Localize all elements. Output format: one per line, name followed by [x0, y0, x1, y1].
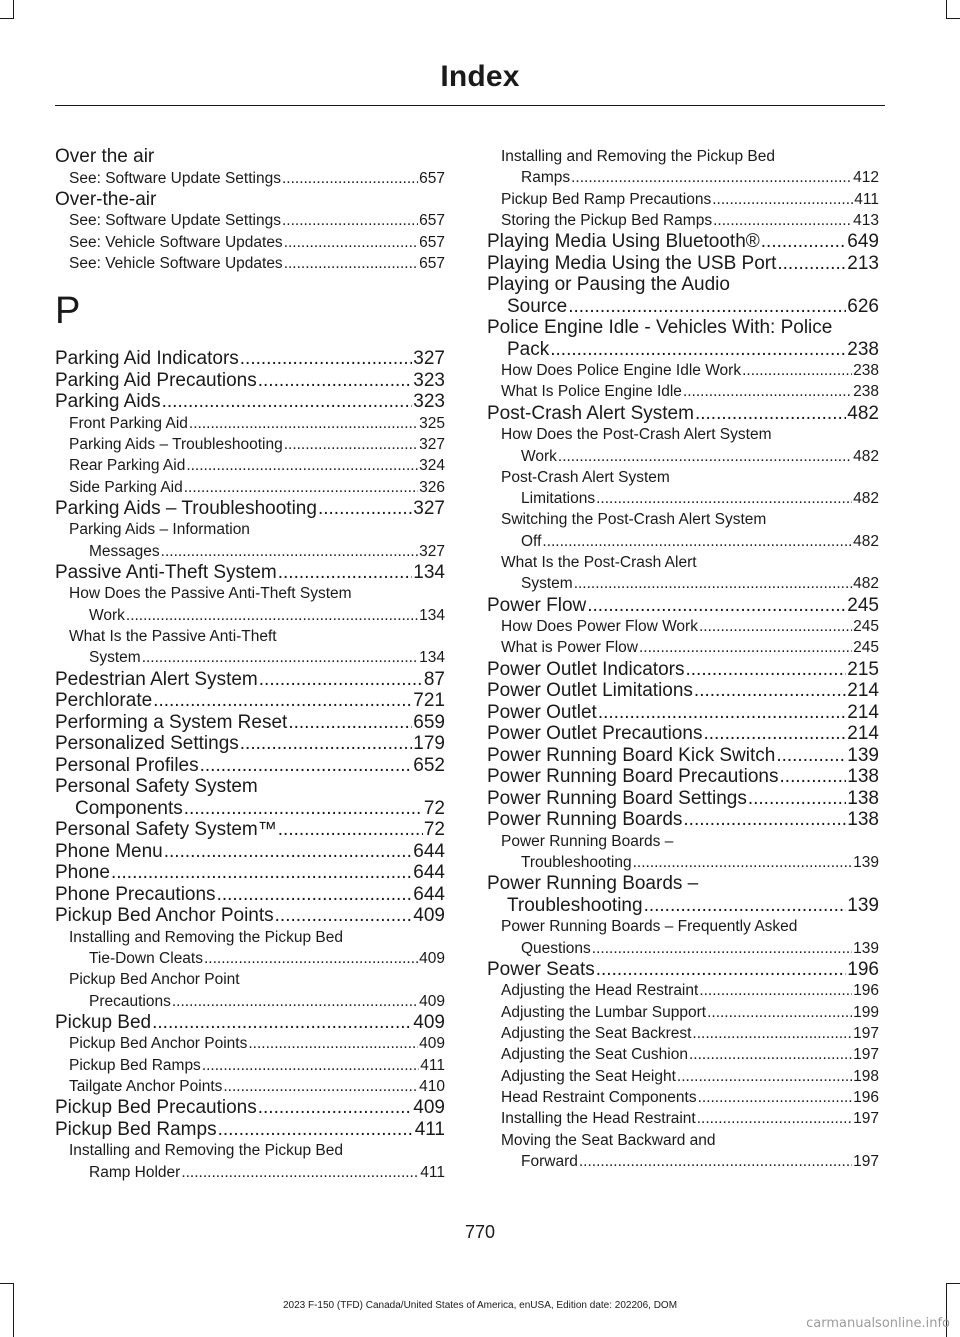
index-entry[interactable]: Power Running Board Precautions ..... 138 [487, 766, 879, 788]
index-entry[interactable]: Pickup Bed ..... 409 [55, 1012, 445, 1034]
index-entry[interactable]: Playing Media Using Bluetooth® ..... 649 [487, 231, 879, 253]
index-subentry[interactable]: Moving the Seat Backward and Forward ..... 197 [487, 1130, 879, 1173]
index-subentry[interactable]: See: Software Update Settings ..... 657 [55, 210, 445, 231]
index-entry[interactable]: Parking Aids ..... 323 [55, 391, 445, 413]
index-entry[interactable]: Performing a System Reset ..... 659 [55, 712, 445, 734]
header-divider [55, 105, 885, 106]
index-entry[interactable]: Playing Media Using the USB Port ..... 213 [487, 253, 879, 275]
index-subentry[interactable]: Storing the Pickup Bed Ramps ..... 413 [487, 210, 879, 231]
index-subentry[interactable]: Power Running Boards – Troubleshooting ..... 139 [487, 831, 879, 874]
index-entry[interactable]: Power Running Boards – Troubleshooting ..... 139 [487, 873, 879, 916]
index-entry[interactable]: Perchlorate ..... 721 [55, 690, 445, 712]
index-subentry[interactable]: Pickup Bed Ramps ..... 411 [55, 1055, 445, 1076]
index-entry[interactable]: Parking Aid Indicators ..... 327 [55, 348, 445, 370]
index-subentry[interactable]: What Is the Post-Crash Alert System ..... 482 [487, 552, 879, 595]
index-entry[interactable]: Power Flow ..... 245 [487, 595, 879, 617]
index-entry[interactable]: Over the air [55, 146, 155, 167]
index-subentry[interactable]: How Does the Post-Crash Alert System Work ..... 482 [487, 424, 879, 467]
index-subentry[interactable]: What Is Police Engine Idle ..... 238 [487, 381, 879, 402]
index-subentry[interactable]: Parking Aids – Troubleshooting ..... 327 [55, 434, 445, 455]
index-entry[interactable]: Power Outlet Limitations ..... 214 [487, 680, 879, 702]
index-entry[interactable]: Passive Anti-Theft System ..... 134 [55, 562, 445, 584]
page-title: Index [440, 60, 520, 93]
crop-mark [0, 1283, 14, 1284]
watermark: carmanualsonline.info [806, 1316, 950, 1331]
index-subentry[interactable]: Parking Aids – Information Messages ..... 327 [55, 519, 445, 562]
index-entry[interactable]: Parking Aids – Troubleshooting ..... 327 [55, 498, 445, 520]
crop-mark [0, 18, 14, 19]
index-entry[interactable]: Power Running Board Settings ..... 138 [487, 788, 879, 810]
index-subentry[interactable]: Front Parking Aid ..... 325 [55, 413, 445, 434]
index-entry[interactable]: Power Outlet ..... 214 [487, 702, 879, 724]
index-subentry[interactable]: Adjusting the Seat Backrest ..... 197 [487, 1023, 879, 1044]
index-entry[interactable]: Pickup Bed Ramps ..... 411 [55, 1119, 445, 1141]
crop-mark [946, 0, 947, 18]
index-entry[interactable]: Parking Aid Precautions ..... 323 [55, 370, 445, 392]
index-entry[interactable]: Pickup Bed Anchor Points ..... 409 [55, 905, 445, 927]
index-entry[interactable]: Power Running Board Kick Switch ..... 139 [487, 745, 879, 767]
index-entry[interactable]: Police Engine Idle - Vehicles With: Police Pack ..... 238 [487, 317, 879, 360]
index-subentry[interactable]: Pickup Bed Anchor Point Precautions ..... 409 [55, 969, 445, 1012]
crop-mark [946, 18, 960, 19]
index-entry[interactable]: Power Outlet Indicators ..... 215 [487, 659, 879, 681]
index-entry[interactable]: Pickup Bed Precautions ..... 409 [55, 1097, 445, 1119]
index-subentry[interactable]: See: Vehicle Software Updates ..... 657 [55, 232, 445, 253]
index-entry[interactable]: Power Outlet Precautions ..... 214 [487, 723, 879, 745]
index-entry[interactable]: Phone Precautions ..... 644 [55, 884, 445, 906]
index-entry[interactable]: Personalized Settings ..... 179 [55, 733, 445, 755]
index-subentry[interactable]: What is Power Flow ..... 245 [487, 637, 879, 658]
crop-mark [13, 0, 14, 18]
index-subentry[interactable]: Adjusting the Seat Height ..... 198 [487, 1066, 879, 1087]
index-entry[interactable]: Phone Menu ..... 644 [55, 841, 445, 863]
index-subentry[interactable]: Pickup Bed Anchor Points ..... 409 [55, 1033, 445, 1054]
index-subentry[interactable]: Side Parking Aid ..... 326 [55, 477, 445, 498]
index-subentry[interactable]: Installing and Removing the Pickup Bed Ramps ..... 412 [487, 146, 879, 189]
index-column-right [487, 146, 879, 1172]
index-entry[interactable]: Pedestrian Alert System ..... 87 [55, 669, 445, 691]
index-subentry[interactable]: Installing and Removing the Pickup Bed Ramp Holder ..... 411 [55, 1140, 445, 1183]
index-subentry[interactable]: Pickup Bed Ramp Precautions ..... 411 [487, 189, 879, 210]
index-entry[interactable]: Power Seats ..... 196 [487, 959, 879, 981]
index-subentry[interactable]: Adjusting the Seat Cushion ..... 197 [487, 1044, 879, 1065]
index-entry[interactable]: Personal Safety System Components ..... 72 [55, 776, 445, 819]
index-letter-heading: P [55, 290, 81, 333]
index-subentry[interactable]: Switching the Post-Crash Alert System Off ..... 482 [487, 509, 879, 552]
index-entry[interactable]: Playing or Pausing the Audio Source ..... 626 [487, 274, 879, 317]
index-subentry[interactable]: How Does the Passive Anti-Theft System Work ..... 134 [55, 583, 445, 626]
index-subentry[interactable]: Adjusting the Lumbar Support ..... 199 [487, 1002, 879, 1023]
crop-mark [946, 1283, 960, 1284]
index-subentry[interactable]: How Does Police Engine Idle Work ..... 238 [487, 360, 879, 381]
index-subentry[interactable]: What Is the Passive Anti-Theft System ..... 134 [55, 626, 445, 669]
index-entry[interactable]: Post-Crash Alert System ..... 482 [487, 403, 879, 425]
index-entry[interactable]: Phone ..... 644 [55, 862, 445, 884]
index-subentry[interactable]: See: Vehicle Software Updates ..... 657 [55, 253, 445, 274]
index-entry[interactable]: Over-the-air [55, 188, 157, 210]
index-entry[interactable]: Power Running Boards ..... 138 [487, 809, 879, 831]
footer-edition-text: 2023 F-150 (TFD) Canada/United States of America, enUSA, Edition date: 202206, DOM [282, 1300, 678, 1311]
index-subentry[interactable]: Power Running Boards – Frequently Asked Questions ..... 139 [487, 916, 879, 959]
index-entry[interactable]: Personal Safety System™ ..... 72 [55, 819, 445, 841]
index-subentry[interactable]: Installing the Head Restraint ..... 197 [487, 1108, 879, 1129]
index-subentry[interactable]: See: Software Update Settings ..... 657 [55, 168, 445, 189]
index-entry[interactable]: Personal Profiles ..... 652 [55, 755, 445, 777]
page-number: 770 [464, 1222, 496, 1242]
index-subentry[interactable]: Adjusting the Head Restraint ..... 196 [487, 980, 879, 1001]
index-subentry[interactable]: Rear Parking Aid ..... 324 [55, 455, 445, 476]
index-subentry[interactable]: How Does Power Flow Work ..... 245 [487, 616, 879, 637]
index-subentry[interactable]: Installing and Removing the Pickup Bed Tie-Down Cleats ..... 409 [55, 927, 445, 970]
index-subentry[interactable]: Post-Crash Alert System Limitations ..... 482 [487, 467, 879, 510]
index-subentry[interactable]: Tailgate Anchor Points ..... 410 [55, 1076, 445, 1097]
index-subentry[interactable]: Head Restraint Components ..... 196 [487, 1087, 879, 1108]
index-column-left [55, 146, 445, 1183]
